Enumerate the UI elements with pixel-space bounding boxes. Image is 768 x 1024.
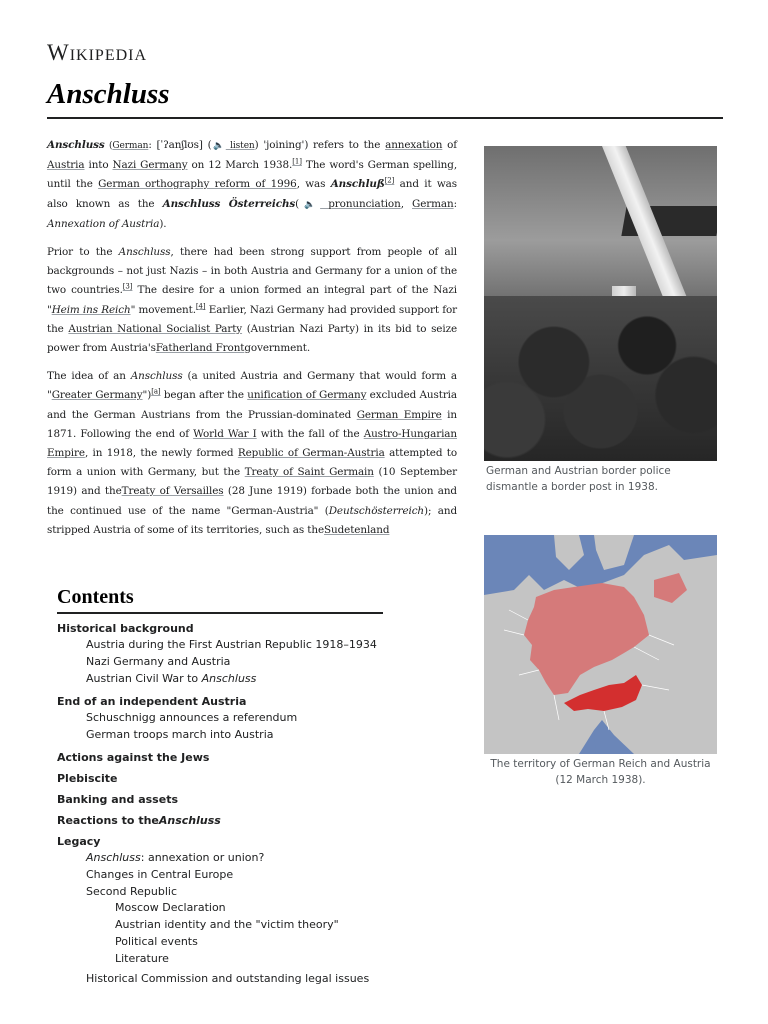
article-body — [47, 136, 457, 549]
link-german-empire[interactable]: German Empire — [356, 408, 442, 421]
link-republic-german-austria[interactable]: Republic of German-Austria — [237, 447, 385, 460]
text: Prior to the — [47, 246, 119, 259]
toc-nazi-germany-austria[interactable]: Nazi Germany and Austria — [86, 655, 231, 668]
link-heim-ins-reich[interactable]: Heim ins Reich — [51, 303, 131, 316]
border-post-photo[interactable] — [484, 146, 717, 461]
term-anschluss-old: Anschluß — [330, 178, 385, 191]
term-anschluss-osterreichs: Anschluss Österreichs — [162, 197, 296, 210]
link-sudetenland[interactable]: Sudetenland — [324, 523, 390, 536]
toc-text: Anschluss — [86, 851, 141, 864]
text: began after the — [160, 389, 248, 402]
link-pronunciation[interactable]: pronunciation — [320, 197, 401, 210]
ipa-text: : [ˈʔanʃlʊs] ( — [148, 139, 212, 151]
link-listen[interactable]: listen — [225, 141, 255, 151]
note-a[interactable]: [a] — [151, 387, 161, 396]
toc-text: Anschluss — [201, 672, 257, 685]
text: (28 June 1919) forbade both the union and the continued use of the name "German-Austria" ( — [47, 485, 457, 517]
speaker-icon[interactable]: 🔈 — [299, 199, 321, 210]
link-german-language[interactable]: German — [412, 197, 454, 210]
link-german[interactable]: German — [112, 141, 149, 151]
title-divider — [47, 117, 723, 119]
citation-3[interactable]: [3] — [122, 282, 133, 291]
text: : — [453, 197, 457, 210]
photo-crowd — [484, 296, 717, 461]
link-austrian-nsdap[interactable]: Austrian National Socialist Party — [68, 322, 243, 335]
wikipedia-wordmark[interactable]: Wikipedia — [47, 40, 148, 65]
text: on 12 March 1938. — [187, 159, 293, 172]
toc-text: Reactions to the — [57, 814, 159, 827]
toc-moscow-declaration[interactable]: Moscow Declaration — [115, 901, 226, 914]
link-greater-germany[interactable]: Greater Germany — [51, 389, 143, 402]
toc-reactions[interactable] — [57, 814, 221, 827]
toc-literature[interactable]: Literature — [115, 952, 169, 965]
toc-historical-commission[interactable]: Historical Commission and outstanding legal issues — [86, 972, 370, 985]
paragraph-idea — [47, 367, 457, 540]
citation-1[interactable]: [1] — [292, 157, 302, 166]
toc-banking-assets[interactable]: Banking and assets — [57, 793, 178, 806]
text: The idea of an — [47, 370, 131, 383]
toc-troops-march[interactable]: German troops march into Austria — [86, 728, 274, 741]
text: ). — [159, 217, 167, 230]
citation-2[interactable]: [2] — [384, 176, 395, 185]
toc-text: : annexation or union? — [140, 851, 265, 864]
text: , in 1918, the newly formed — [84, 447, 238, 460]
link-unification-of-germany[interactable]: unification of Germany — [247, 389, 367, 402]
text: ); and stripped Austria of some of its territories, such as the — [47, 504, 458, 536]
link-nazi-germany[interactable]: Nazi Germany — [112, 159, 188, 172]
text: " movement. — [130, 303, 196, 316]
text: (Austrian Nazi Party) in its bid to seize power from Austria's — [47, 322, 458, 355]
text: ( — [295, 197, 300, 210]
contents-divider — [57, 612, 383, 614]
term-anschluss: Anschluss — [47, 139, 105, 151]
toc-end-independent-austria[interactable]: End of an independent Austria — [57, 695, 247, 708]
toc-actions-jews[interactable]: Actions against the Jews — [57, 751, 210, 764]
toc-second-republic[interactable]: Second Republic — [86, 885, 177, 898]
page-title: Anschluss — [47, 78, 170, 110]
toc-text: Austrian Civil War to — [86, 672, 202, 685]
term-deutschosterreich: Deutschösterreich — [328, 504, 425, 517]
speaker-icon[interactable]: 🔈 — [211, 141, 226, 151]
photo-caption: German and Austrian border police dismantle a border post in 1938. — [486, 465, 671, 493]
toc-text: Anschluss — [158, 814, 221, 827]
text: and it was also known as the — [47, 178, 457, 210]
text: The word's German spelling, until the — [47, 159, 458, 191]
link-fatherland-front[interactable]: Fatherland Front — [155, 342, 245, 355]
toc-plebiscite[interactable]: Plebiscite — [57, 772, 118, 785]
translation-text: Annexation of Austria — [47, 217, 160, 230]
text: ) 'joining') refers to the — [254, 139, 386, 151]
link-austro-hungarian-empire[interactable]: Austro-Hungarian Empire — [47, 427, 457, 460]
link-treaty-saint-germain[interactable]: Treaty of Saint Germain — [244, 466, 374, 479]
toc-first-republic[interactable]: Austria during the First Austrian Republic 1918–1934 — [86, 638, 377, 651]
map-caption: The territory of German Reich and Austria (12 March 1938). — [490, 758, 711, 786]
text: attempted to form a union with Germany, but the — [47, 447, 457, 479]
text: with the fall of the — [256, 427, 364, 440]
text: , — [400, 197, 413, 210]
link-world-war-i[interactable]: World War I — [193, 427, 257, 440]
text: (10 September 1919) and the — [47, 466, 457, 498]
link-treaty-versailles[interactable]: Treaty of Versailles — [121, 485, 224, 498]
toc-legacy[interactable]: Legacy — [57, 835, 101, 848]
text: Earlier, Nazi Germany had provided support for the — [47, 303, 457, 335]
toc-historical-background[interactable]: Historical background — [57, 622, 194, 635]
toc-political-events[interactable]: Political events — [115, 935, 198, 948]
link-annexation[interactable]: annexation — [385, 139, 443, 151]
text: , there had been strong support from people of all backgrounds – not just Nazis – in both Austria and Germany for a union of the two countries. — [47, 246, 458, 297]
citation-4[interactable]: [4] — [195, 302, 206, 311]
text: into — [84, 159, 113, 172]
text: of — [442, 139, 457, 151]
text: (a united Austria and Germany that would form a " — [47, 370, 457, 402]
text: excluded Austria and the German Austrians from the Prussian-dominated — [47, 389, 457, 421]
text: in 1871. Following the end of — [47, 408, 457, 440]
toc-civil-war[interactable] — [86, 672, 256, 685]
link-austria[interactable]: Austria — [47, 159, 85, 172]
toc-referendum[interactable]: Schuschnigg announces a referendum — [86, 711, 298, 724]
toc-changes-central-europe[interactable]: Changes in Central Europe — [86, 868, 234, 881]
toc-victim-theory[interactable]: Austrian identity and the "victim theory" — [115, 918, 339, 931]
text: government. — [244, 342, 311, 355]
term-anschluss: Anschluss — [130, 370, 183, 383]
text: , was — [296, 178, 331, 191]
paragraph-intro — [47, 136, 457, 234]
paragraph-support — [47, 243, 457, 358]
text: ") — [142, 389, 152, 402]
text: The desire for a union formed an integral part of the Nazi " — [47, 284, 457, 316]
text: ( — [104, 141, 113, 151]
territory-map[interactable] — [484, 535, 717, 754]
toc-annexation-or-union[interactable] — [86, 851, 264, 864]
link-orthography-reform[interactable]: German orthography reform of 1996 — [98, 178, 297, 191]
contents-heading: Contents — [57, 586, 134, 608]
term-anschluss: Anschluss — [118, 246, 171, 259]
